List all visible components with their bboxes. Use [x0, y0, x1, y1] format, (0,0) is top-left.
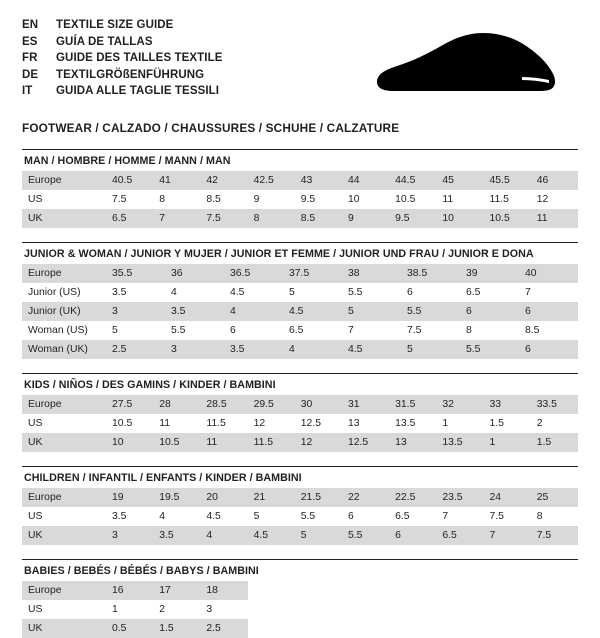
- document-header: [22, 18, 578, 103]
- language-row: [22, 68, 223, 84]
- cell: 23.5: [436, 488, 483, 507]
- cell: 46: [531, 171, 578, 190]
- cell-empty: [342, 581, 389, 600]
- language-row: [22, 18, 223, 34]
- cell: 3: [106, 526, 153, 545]
- section-man: [22, 149, 578, 228]
- table-row: [22, 321, 578, 340]
- cell: 5: [253, 511, 260, 522]
- cell-empty: [295, 600, 342, 619]
- cell: 7.5: [112, 194, 127, 205]
- cell: 4.5: [206, 511, 221, 522]
- cell: 24: [484, 488, 531, 507]
- cell: 19.5: [153, 488, 200, 507]
- row-label: UK: [22, 526, 106, 545]
- cell: 7.5: [200, 209, 247, 228]
- cell: 5.5: [401, 302, 460, 321]
- cell: 13: [347, 418, 360, 429]
- cell-empty: [436, 600, 483, 619]
- language-row: [22, 51, 223, 67]
- cell: 5: [295, 526, 342, 545]
- cell: 31: [342, 395, 389, 414]
- cell-empty: [342, 600, 389, 619]
- cell: 10: [106, 433, 153, 452]
- cell-empty: [484, 581, 531, 600]
- cell: 28.5: [200, 395, 247, 414]
- language-title: GUIDE DES TAILLES TEXTILE: [56, 52, 223, 64]
- cell-empty: [531, 581, 578, 600]
- cell: 30: [295, 395, 342, 414]
- cell: 6.5: [289, 325, 304, 336]
- cell: 12.5: [342, 433, 389, 452]
- cell: 7.5: [489, 511, 504, 522]
- cell: 44.5: [389, 171, 436, 190]
- cell: 8: [248, 209, 295, 228]
- cell: 5: [401, 340, 460, 359]
- row-label: Europe: [22, 395, 106, 414]
- cell: 5.5: [342, 526, 389, 545]
- row-label: Junior (UK): [22, 302, 106, 321]
- cell-empty: [248, 619, 295, 638]
- cell: 3: [165, 340, 224, 359]
- row-label: Europe: [22, 581, 106, 600]
- cell: 7.5: [531, 526, 578, 545]
- cell: 6: [230, 325, 236, 336]
- category-line: FOOTWEAR / CALZADO / CHAUSSURES / SCHUHE / CALZATURE: [22, 121, 400, 135]
- language-code: EN: [22, 19, 39, 31]
- section-kids: [22, 373, 578, 452]
- cell: 7.5: [407, 325, 422, 336]
- size-table-children: [22, 488, 578, 545]
- cell: 9.5: [300, 194, 316, 205]
- cell: 11.5: [489, 194, 509, 205]
- cell: 17: [153, 581, 200, 600]
- cell: 10.5: [112, 418, 133, 429]
- section-junior-woman: [22, 242, 578, 359]
- cell: 6.5: [466, 287, 481, 298]
- section-title: JUNIOR & WOMAN / JUNIOR Y MUJER / JUNIOR ET FEMME / JUNIOR UND FRAU / JUNIOR E DONA: [22, 242, 578, 264]
- cell: 10.5: [153, 433, 200, 452]
- row-label: US: [28, 418, 43, 429]
- cell: 19: [106, 488, 153, 507]
- cell: 7: [348, 325, 354, 336]
- cell: 5: [342, 302, 401, 321]
- table-row: [22, 507, 578, 526]
- cell-empty: [484, 600, 531, 619]
- cell: 36.5: [224, 264, 283, 283]
- cell: 31.5: [389, 395, 436, 414]
- table-row: [22, 264, 578, 283]
- cell: 1.5: [153, 619, 200, 638]
- cell: 13: [389, 433, 436, 452]
- cell: 6: [389, 526, 436, 545]
- cell: 8: [466, 325, 472, 336]
- cell: 6: [519, 340, 578, 359]
- cell: 4: [171, 287, 177, 298]
- cell-empty: [295, 581, 342, 600]
- row-label: US: [28, 604, 43, 615]
- cell: 25: [531, 488, 578, 507]
- cell-empty: [484, 619, 531, 638]
- cell: 4.5: [342, 340, 401, 359]
- cell: 8.5: [206, 194, 221, 205]
- cell: 45.5: [484, 171, 531, 190]
- table-row: [22, 340, 578, 359]
- language-title: TEXTILGRÖßENFÜHRUNG: [56, 68, 205, 81]
- section-title: CHILDREN / INFANTIL / ENFANTS / KINDER / BAMBINI: [22, 466, 578, 488]
- section-title: MAN / HOMBRE / HOMME / MANN / MAN: [22, 149, 578, 171]
- language-row: [22, 84, 223, 100]
- cell: 6: [347, 511, 354, 522]
- cell: 9.5: [389, 209, 436, 228]
- row-label: UK: [22, 619, 106, 638]
- cell: 11: [531, 209, 578, 228]
- cell: 10.5: [395, 194, 416, 205]
- cell: 40.5: [106, 171, 153, 190]
- table-row: [22, 526, 578, 545]
- cell: 1: [442, 418, 449, 429]
- language-title: GUIDA ALLE TAGLIE TESSILI: [56, 85, 220, 97]
- cell: 12: [295, 433, 342, 452]
- cell: 11: [442, 194, 454, 205]
- language-title: TEXTILE SIZE GUIDE: [56, 19, 174, 31]
- cell: 2.5: [106, 340, 165, 359]
- cell: 29.5: [248, 395, 295, 414]
- cell: 4.5: [230, 287, 245, 298]
- cell: 7: [525, 287, 531, 298]
- cell: 11: [200, 433, 247, 452]
- cell: 4: [159, 511, 165, 522]
- cell: 6: [519, 302, 578, 321]
- cell: 22: [342, 488, 389, 507]
- cell: 12: [253, 418, 266, 429]
- section-babies: [22, 559, 578, 638]
- cell: 12.5: [300, 418, 321, 429]
- cell: 8.5: [525, 325, 540, 336]
- cell-empty: [248, 581, 295, 600]
- cell: 43: [295, 171, 342, 190]
- table-row: [22, 209, 578, 228]
- row-label: US: [28, 511, 43, 522]
- cell: 12: [536, 194, 549, 205]
- table-row: [22, 619, 578, 638]
- cell: 3.5: [112, 287, 127, 298]
- language-title: GUÍA DE TALLAS: [56, 35, 153, 48]
- row-label: Europe: [22, 488, 106, 507]
- cell: 5: [289, 287, 295, 298]
- cell: 8.5: [295, 209, 342, 228]
- cell: 5.5: [460, 340, 519, 359]
- table-row: [22, 414, 578, 433]
- cell: 18: [200, 581, 247, 600]
- section-title: KIDS / NIÑOS / DES GAMINS / KINDER / BAMBINI: [22, 373, 578, 395]
- cell: 4.5: [283, 302, 342, 321]
- cell-empty: [389, 581, 436, 600]
- cell: 8: [159, 194, 165, 205]
- cell: 44: [342, 171, 389, 190]
- cell: 10.5: [484, 209, 531, 228]
- cell: 3: [206, 604, 213, 615]
- cell: 21.5: [295, 488, 342, 507]
- cell: 2: [159, 604, 165, 615]
- table-row: [22, 600, 578, 619]
- language-code: IT: [22, 85, 33, 97]
- cell: 3.5: [153, 526, 200, 545]
- cell: 4.5: [248, 526, 295, 545]
- row-label: Europe: [22, 171, 106, 190]
- cell: 38.5: [401, 264, 460, 283]
- row-label: Woman (UK): [22, 340, 106, 359]
- section-title: BABIES / BEBÉS / BÉBÉS / BABYS / BAMBINI: [22, 559, 578, 581]
- cell-empty: [436, 581, 483, 600]
- cell: 6: [460, 302, 519, 321]
- cell: 33: [484, 395, 531, 414]
- cell: 9: [253, 194, 260, 205]
- cell: 4: [200, 526, 247, 545]
- table-row: [22, 433, 578, 452]
- cell: 13.5: [395, 418, 416, 429]
- language-code: ES: [22, 35, 38, 48]
- cell: 1: [484, 433, 531, 452]
- cell: 5: [112, 325, 118, 336]
- cell: 7: [484, 526, 531, 545]
- cell: 1.5: [531, 433, 578, 452]
- table-row: [22, 488, 578, 507]
- language-code: DE: [22, 68, 39, 81]
- row-label: Europe: [22, 264, 106, 283]
- cell: 7: [153, 209, 200, 228]
- cell: 45: [436, 171, 483, 190]
- row-label: US: [28, 194, 43, 205]
- cell: 3: [106, 302, 165, 321]
- section-children: [22, 466, 578, 545]
- row-label: UK: [22, 433, 106, 452]
- size-table-kids: [22, 395, 578, 452]
- cell: 5.5: [171, 325, 186, 336]
- row-label: Junior (US): [28, 287, 81, 298]
- cell: 22.5: [389, 488, 436, 507]
- cell: 11: [159, 418, 170, 429]
- cell: 32: [436, 395, 483, 414]
- size-table-man: [22, 171, 578, 228]
- cell: 3.5: [224, 340, 283, 359]
- cell: 38: [342, 264, 401, 283]
- cell: 37.5: [283, 264, 342, 283]
- cell: 4: [224, 302, 283, 321]
- cell: 0.5: [106, 619, 153, 638]
- cell: 41: [153, 171, 200, 190]
- size-table-babies: [22, 581, 578, 638]
- dress-shoe-icon: [371, 30, 556, 103]
- cell-empty: [248, 600, 295, 619]
- table-row: [22, 302, 578, 321]
- table-row: [22, 190, 578, 209]
- language-row: [22, 35, 223, 51]
- cell: 28: [153, 395, 200, 414]
- cell: 35.5: [106, 264, 165, 283]
- cell: 2.5: [200, 619, 247, 638]
- cell-empty: [295, 619, 342, 638]
- cell: 1: [112, 604, 118, 615]
- cell: 27.5: [106, 395, 153, 414]
- cell: 3.5: [112, 511, 127, 522]
- cell: 40: [519, 264, 578, 283]
- cell: 6.5: [436, 526, 483, 545]
- cell: 4: [283, 340, 342, 359]
- cell: 10: [436, 209, 483, 228]
- cell: 6.5: [395, 511, 410, 522]
- table-row: [22, 395, 578, 414]
- cell: 1.5: [489, 418, 504, 429]
- cell: 6: [407, 287, 413, 298]
- cell: 9: [342, 209, 389, 228]
- cell-empty: [531, 619, 578, 638]
- cell: 16: [106, 581, 153, 600]
- cell: 10: [347, 194, 360, 205]
- cell: 11.5: [248, 433, 295, 452]
- cell: 11.5: [206, 418, 226, 429]
- cell-empty: [389, 600, 436, 619]
- table-row: [22, 581, 578, 600]
- cell: 36: [165, 264, 224, 283]
- cell: 5.5: [300, 511, 316, 522]
- table-row: [22, 171, 578, 190]
- cell-empty: [436, 619, 483, 638]
- table-row: [22, 283, 578, 302]
- cell-empty: [389, 619, 436, 638]
- cell: 20: [200, 488, 247, 507]
- cell: 6.5: [106, 209, 153, 228]
- cell: 7: [442, 511, 449, 522]
- size-table-junior-woman: [22, 264, 578, 359]
- cell: 39: [460, 264, 519, 283]
- cell: 5.5: [348, 287, 363, 298]
- cell: 3.5: [165, 302, 224, 321]
- cell: 13.5: [436, 433, 483, 452]
- cell: 33.5: [531, 395, 578, 414]
- cell: 21: [248, 488, 295, 507]
- cell-empty: [531, 600, 578, 619]
- cell: 42.5: [248, 171, 295, 190]
- row-label: UK: [22, 209, 106, 228]
- cell: 2: [536, 418, 543, 429]
- language-code: FR: [22, 52, 38, 64]
- language-title-list: [22, 18, 223, 100]
- row-label: Woman (US): [28, 325, 88, 336]
- cell: 8: [536, 511, 543, 522]
- cell-empty: [342, 619, 389, 638]
- cell: 42: [200, 171, 247, 190]
